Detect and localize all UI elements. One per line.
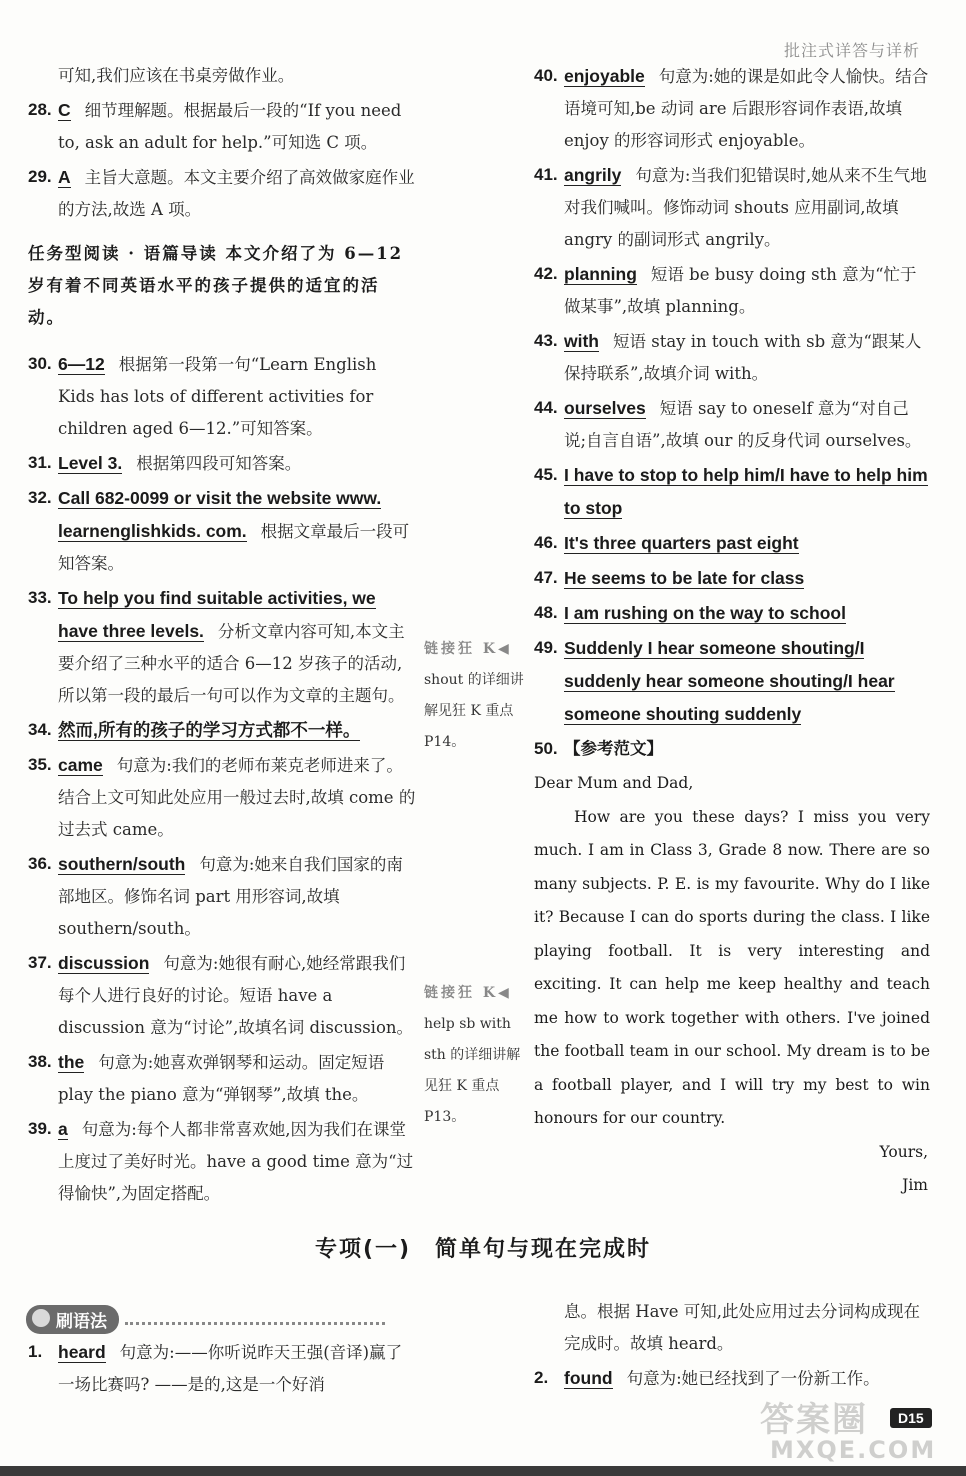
answer-item: 31. Level 3. 根据第四段可知答案。 xyxy=(28,453,302,473)
grammar-badge: 刷语法 xyxy=(26,1304,385,1334)
side-note xyxy=(424,634,528,758)
intro-line: 可知,我们应该在书桌旁做作业。 xyxy=(58,66,295,85)
essay-item: 50. 【参考范文】 xyxy=(534,739,663,758)
bottom-left-column xyxy=(28,1336,416,1403)
link-tag: 链接狂 K◀ xyxy=(424,641,512,657)
side-note-text: shout 的详细讲解见狂 K 重点 P14。 xyxy=(424,672,524,750)
section-title: 专项(一) 简单句与现在完成时 xyxy=(314,1237,652,1262)
answer-item: 30. 6—12 根据第一段第一句“Learn English Kids has lots of different activities for children aged 6—12.”可知答案。 xyxy=(28,354,377,438)
essay-closing: Yours, xyxy=(879,1142,928,1161)
answer-item: 41. angrily 句意为:当我们犯错误时,她从来不生气地对我们喊叫。修饰动词 shouts 应用副词,故填 angry 的副词形式 angrily。 xyxy=(534,165,927,249)
left-column xyxy=(28,60,416,1212)
reading-guide: 任务型阅读 · 语篇导读 本文介绍了为 6—12 岁有着不同英语水平的孩子提供的适宜的活动。 xyxy=(28,244,404,327)
answer-item: 2. found 句意为:她已经找到了一份新工作。 xyxy=(534,1368,880,1388)
running-header: 批注式详答与详析 xyxy=(783,41,920,60)
answer-item: 39. a 句意为:每个人都非常喜欢她,因为我们在课堂上度过了美好时光。have a good time 意为“过得愉快”,为固定搭配。 xyxy=(28,1119,414,1203)
answer-item: 38. the 句意为:她喜欢弹钢琴和运动。固定短语 play the piano 意为“弹钢琴”,故填 the。 xyxy=(28,1052,385,1104)
continued-text: 息。根据 Have 可知,此处应用过去分词构成现在完成时。故填 heard。 xyxy=(564,1302,921,1353)
bottom-bar xyxy=(0,1466,966,1476)
answer-item: 46. It's three quarters past eight xyxy=(534,533,799,553)
answer-item: 44. ourselves 短语 say to oneself 意为“对自己说;自言自语”,故填 our 的反身代词 ourselves。 xyxy=(534,398,922,450)
answer-item: 35. came 句意为:我们的老师布莱克老师进来了。结合上文可知此处应用一般过去时,故填 come 的过去式 came。 xyxy=(28,755,416,839)
answer-item: 36. southern/south 句意为:她来自我们国家的南部地区。修饰名词 part 用形容词,故填 southern/south。 xyxy=(28,854,403,938)
answer-item: 40. enjoyable 句意为:她的课是如此令人愉快。结合语境可知,be 动词 are 后跟形容词作表语,故填 enjoy 的形容词形式 enjoyable。 xyxy=(534,66,929,150)
answer-item: 49. Suddenly I hear someone shouting/I suddenly hear someone shouting/I hear someone shouting suddenly xyxy=(534,638,895,724)
answer-item: 37. discussion 句意为:她很有耐心,她经常跟我们每个人进行良好的讨论。短语 have a discussion 意为“讨论”,故填名词 discussion。 xyxy=(28,953,413,1037)
essay-greeting: Dear Mum and Dad, xyxy=(534,774,694,792)
answer-item: 34. 然而,所有的孩子的学习方式都不一样。 xyxy=(28,720,361,740)
answer-item: 28. C 细节理解题。根据最后一段的“If you need to, ask an adult for help.”可知选 C 项。 xyxy=(28,100,402,152)
answer-item: 48. I am rushing on the way to school xyxy=(534,603,846,623)
link-tag: 链接狂 K◀ xyxy=(424,985,512,1001)
answer-item: 47. He seems to be late for class xyxy=(534,568,805,588)
bottom-right-column xyxy=(534,1296,930,1397)
essay-label: 【参考范文】 xyxy=(564,739,663,758)
essay-body: How are you these days? I miss you very much. I am in Class 3, Grade 8 now. There are so many subjects. P. E. is my favourite. Why do I like it? Because I can do sports during the class. I like playing football. It is very interesting and exciting. It can help me keep healthy and teach me how to work together with others. I've joined the football team in our school. My dream is to be a football player, and I will try my best to win honours for our country. xyxy=(534,807,930,1127)
watermark-url: MXQE.COM xyxy=(770,1436,937,1464)
model-essay xyxy=(534,767,930,1203)
book-icon xyxy=(32,1309,50,1327)
side-note-text: help sb with sth 的详细讲解见狂 K 重点 P13。 xyxy=(424,1016,521,1125)
essay-signature: Jim xyxy=(902,1176,928,1194)
watermark: 答案圈 xyxy=(760,1400,868,1440)
answer-item: 29. A 主旨大意题。本文主要介绍了高效做家庭作业的方法,故选 A 项。 xyxy=(28,167,415,219)
answer-item: 42. planning 短语 be busy doing sth 意为“忙于做某事”,故填 planning。 xyxy=(534,264,917,316)
dotted-divider xyxy=(125,1314,385,1325)
answer-item: 33. To help you find suitable activities, we have three levels. 分析文章内容可知,本文主要介绍了三种水平的适合 6—12 岁孩子的活动,所以第一段的最后一句可以作为文章的主题句。 xyxy=(28,588,405,705)
answer-item: 45. I have to stop to help him/I have to help him to stop xyxy=(534,465,928,518)
answer-item: 1. heard 句意为:——你听说昨天王强(音译)赢了一场比赛吗? ——是的,这是一个好消 xyxy=(28,1342,403,1394)
answer-item: 43. with 短语 stay in touch with sb 意为“跟某人保持联系”,故填介词 with。 xyxy=(534,331,922,383)
side-note xyxy=(424,978,528,1133)
right-column xyxy=(534,60,930,1203)
page-number: D15 xyxy=(890,1408,932,1428)
answer-item: 32. Call 682-0099 or visit the website www. learnenglishkids. com. 根据文章最后一段可知答案。 xyxy=(28,488,410,573)
